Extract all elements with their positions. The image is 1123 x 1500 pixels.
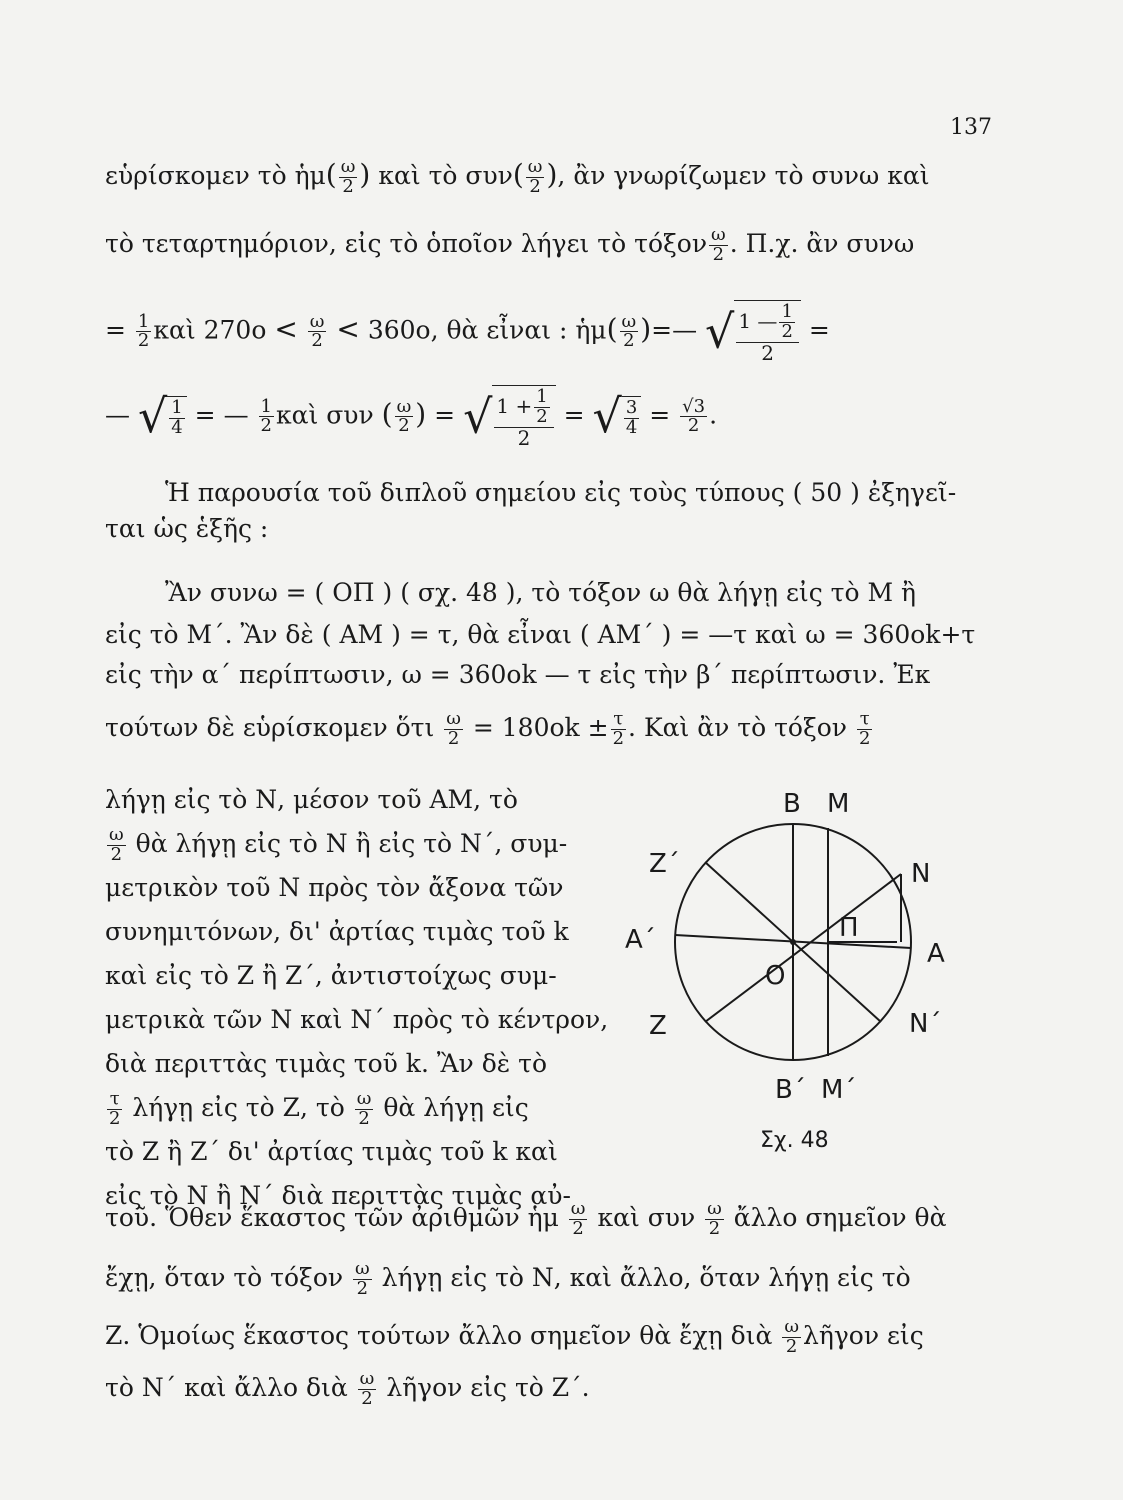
sqrt-expression: √ $\frac{1}{4}$ xyxy=(138,389,187,444)
fraction-tau-2: $\frac{\tau}{2}$ xyxy=(612,708,625,749)
text: τὸ τεταρτημόριον, εἰς τὸ ὁποῖον λήγει τὸ τόξον xyxy=(105,228,708,258)
center-point xyxy=(790,939,796,945)
p4-line: διὰ περιττὰς τιμὰς τοῦ k. Ἂν δὲ τὸ xyxy=(105,1049,547,1078)
p4-line: μετρικὸν τοῦ Ν πρὸς τὸν ἄξονα τῶν xyxy=(105,873,564,902)
p4-line: εἰς τὸ Ν ἢ Ν΄ διὰ περιττὰς τιμὰς αὐ- xyxy=(105,1181,571,1210)
p4-line: μετρικὰ τῶν Ν καὶ Ν΄ πρὸς τὸ κέντρον, xyxy=(105,1005,609,1034)
unit-circle-diagram xyxy=(615,780,965,1170)
figure-48 xyxy=(615,780,965,1170)
p2-line2: ται ὡς ἑξῆς : xyxy=(105,514,269,543)
p4-line: $\frac{\omega}{2}$ θὰ λήγῃ εἰς τὸ Ν ἢ εἰς τὸ Ν΄, συμ- xyxy=(109,824,568,865)
fraction-omega-2: $\frac{\omega}{2}$ xyxy=(711,224,726,265)
fraction-omega-2: $\frac{\omega}{2}$ xyxy=(446,708,461,749)
p1-line1: εὑρίσκομεν τὸ ἡμ( $\frac{\omega}{2}$ ) καὶ τὸ συν( $\frac{\omega}{2}$ ), ἂν γνωρίζωμεν τὸ συνω καὶ xyxy=(105,156,930,197)
label-M: Μ xyxy=(827,789,850,819)
p5-line3: Ζ. Ὁμοίως ἕκαστος τούτων ἄλλο σημεῖον θὰ ἔχῃ διὰ $\frac{\omega}{2}$ λῆγον εἰς xyxy=(105,1316,924,1357)
fraction-omega-2: $\frac{\omega}{2}$ xyxy=(309,310,325,352)
label-A: Α xyxy=(927,939,945,969)
p2-line1: Ἡ παρουσία τοῦ διπλοῦ σημείου εἰς τοὺς τύπους ( 50 ) ἐξηγεῖ- xyxy=(165,478,957,507)
example-line2: — √ $\frac{1}{4}$ = — $\frac{1}{2}$ καὶ συν ( $\frac{\omega}{2}$ ) = √ 1 + $\frac{1}{2}$ 2 = √ $\frac{3}{4}$ = $\frac{√3}{2}$ . xyxy=(105,386,718,450)
p5-line2: ἔχῃ, ὅταν τὸ τόξον $\frac{\omega}{2}$ λήγῃ εἰς τὸ Ν, καὶ ἄλλο, ὅταν λήγῃ εἰς τὸ xyxy=(105,1258,911,1299)
page-number: 137 xyxy=(950,115,992,140)
example-line1: = $\frac{1}{2}$ καὶ 270ο < $\frac{\omega}{2}$ < 360ο, θὰ εἶναι : ἡμ( $\frac{\omega}{2}$ )=— √ 1 — $\frac{1}{2}$ 2 = xyxy=(105,301,830,365)
text: , ἂν γνωρίζωμεν τὸ συνω καὶ xyxy=(557,161,930,190)
label-O: Ο xyxy=(765,961,786,991)
p4-text xyxy=(105,778,609,1218)
fraction-sqrt3-2: $\frac{√3}{2}$ xyxy=(682,395,706,437)
fraction-omega-2: $\frac{\omega}{2}$ xyxy=(621,310,637,352)
p4-line: καὶ εἰς τὸ Ζ ἢ Ζ΄, ἀντιστοίχως συμ- xyxy=(105,961,557,990)
text: . Π.χ. ἂν συνω xyxy=(729,228,915,258)
label-Ap: Α΄ xyxy=(625,925,656,955)
p1-line2 xyxy=(105,226,983,265)
label-Pi: Π xyxy=(839,913,859,943)
sqrt-expression: √ 1 — $\frac{1}{2}$ 2 xyxy=(705,300,801,364)
fraction-omega-2: $\frac{\omega}{2}$ xyxy=(707,1198,722,1239)
label-N: Ν xyxy=(911,859,931,889)
p3-line4: τούτων δὲ εὑρίσκομεν ὅτι $\frac{\omega}{2}$ = 180οk ± $\frac{\tau}{2}$ . Καὶ ἂν τὸ τόξον $\frac{\tau}{2}$ xyxy=(105,708,871,749)
fraction-omega-2: $\frac{\omega}{2}$ xyxy=(340,156,356,197)
label-Bp: Β΄ xyxy=(775,1075,806,1105)
label-Zp: Ζ΄ xyxy=(649,849,680,879)
label-Np: Ν΄ xyxy=(909,1009,942,1039)
fraction-1-2: $\frac{1}{2}$ xyxy=(137,310,150,352)
sqrt-expression: √ 1 + $\frac{1}{2}$ 2 xyxy=(463,385,556,449)
line-Z-N xyxy=(705,874,901,1022)
fraction-tau-2: $\frac{\tau}{2}$ xyxy=(858,708,871,749)
fraction-omega-2: $\frac{\omega}{2}$ xyxy=(784,1316,799,1357)
p3-line3: εἰς τὴν α΄ περίπτωσιν, ω = 360οk — τ εἰς τὴν β΄ περίπτωσιν. Ἐκ xyxy=(105,660,931,689)
p4-line: λήγῃ εἰς τὸ Ν, μέσον τοῦ ΑΜ, τὸ xyxy=(105,785,518,814)
p4-line: συνημιτόνων, δι' ἀρτίας τιμὰς τοῦ k xyxy=(105,917,569,946)
fraction-omega-2: $\frac{\omega}{2}$ xyxy=(355,1258,370,1299)
p3-line2: εἰς τὸ Μ΄. Ἂν δὲ ( ΑΜ ) = τ, θὰ εἶναι ( ΑΜ΄ ) = —τ καὶ ω = 360οk+τ xyxy=(105,620,976,649)
sqrt-expression: √ $\frac{3}{4}$ xyxy=(593,389,642,444)
p4-line: τὸ Ζ ἢ Ζ΄ δι' ἀρτίας τιμὰς τοῦ k καὶ xyxy=(105,1137,558,1166)
fraction-omega-2: $\frac{\omega}{2}$ xyxy=(570,1198,586,1239)
fraction-omega-2: $\frac{\omega}{2}$ xyxy=(396,395,412,437)
label-Mp: Μ΄ xyxy=(821,1075,857,1105)
fraction-omega-2: $\frac{\omega}{2}$ xyxy=(359,1368,375,1409)
text: καὶ τὸ συν xyxy=(378,161,513,190)
figure-caption: Σχ. 48 xyxy=(760,1128,829,1153)
p5-line1: τοῦ. Ὅθεν ἕκαστος τῶν ἀριθμῶν ἡμ $\frac{\omega}{2}$ καὶ συν $\frac{\omega}{2}$ ἄλλο σημεῖον θὰ xyxy=(105,1198,947,1239)
text: εὑρίσκομεν τὸ ἡμ xyxy=(105,161,326,190)
p4-line: $\frac{\tau}{2}$ λήγῃ εἰς τὸ Ζ, τὸ $\frac{\omega}{2}$ θὰ λήγῃ εἰς xyxy=(109,1088,529,1129)
p5-line4: τὸ Ν΄ καὶ ἄλλο διὰ $\frac{\omega}{2}$ λῆγον εἰς τὸ Ζ΄. xyxy=(105,1368,590,1409)
label-Z: Ζ xyxy=(649,1011,667,1041)
p3-line1: Ἂν συνω = ( ΟΠ ) ( σχ. 48 ), τὸ τόξον ω θὰ λήγῃ εἰς τὸ Μ ἢ xyxy=(165,578,917,607)
fraction-1-2: $\frac{1}{2}$ xyxy=(260,395,272,437)
fraction-omega-2: $\frac{\omega}{2}$ xyxy=(527,156,543,197)
label-B: Β xyxy=(783,789,801,819)
